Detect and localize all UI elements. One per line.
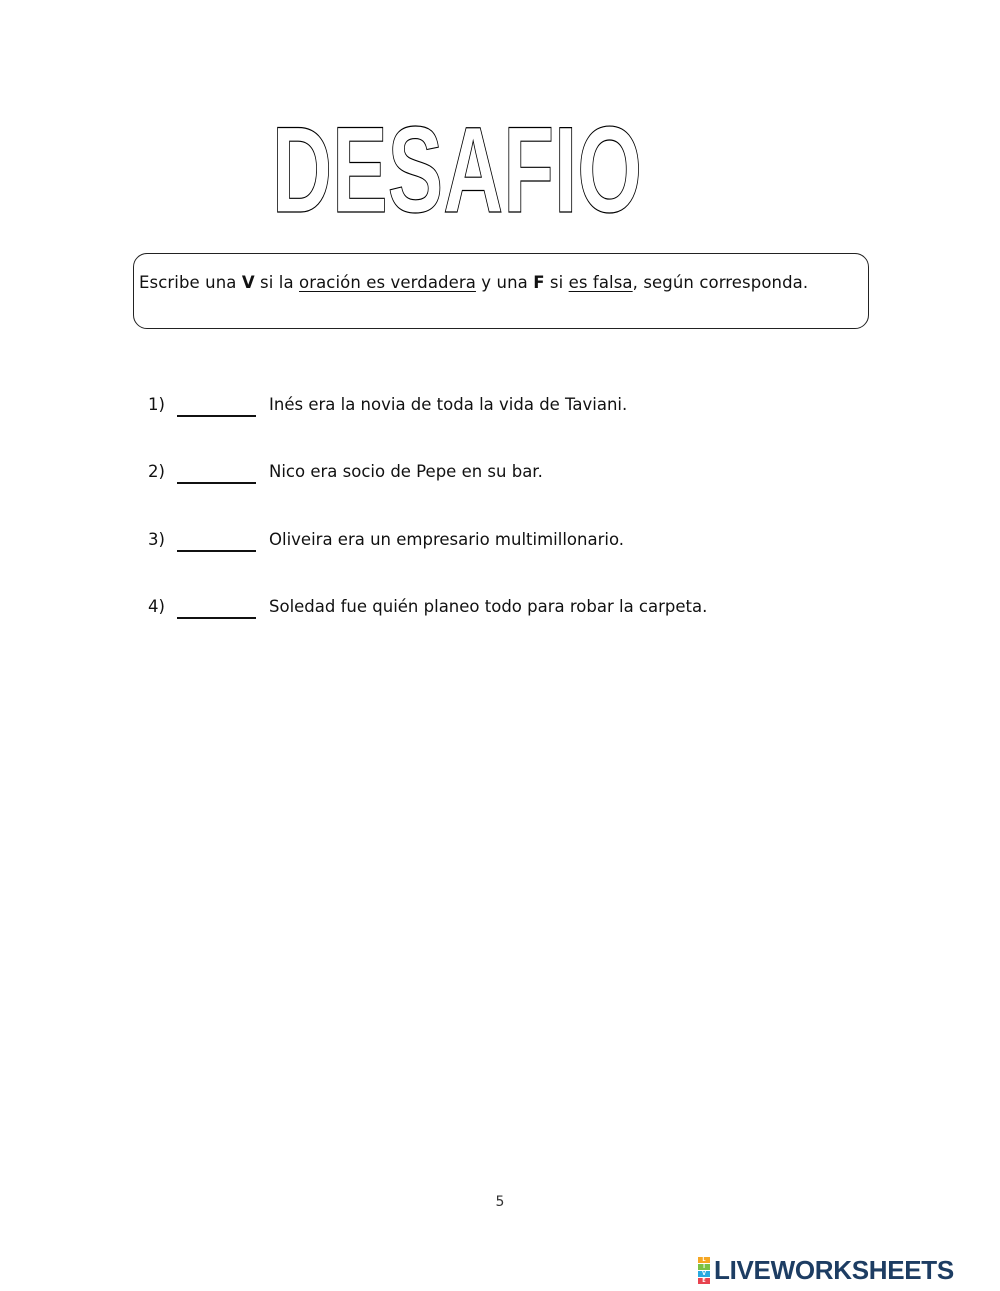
underlined-true-phrase: oración es verdadera bbox=[299, 273, 476, 292]
question-text: Soledad fue quién planeo todo para robar la carpeta. bbox=[269, 597, 708, 616]
underlined-false-phrase: es falsa bbox=[568, 273, 633, 292]
instruction-text bbox=[139, 273, 808, 292]
instruction-box bbox=[133, 253, 869, 329]
logo-mark-letter: E bbox=[698, 1278, 710, 1284]
title-text: DESAFIO bbox=[272, 101, 642, 239]
answer-blank[interactable] bbox=[177, 530, 256, 552]
instruction-part: si bbox=[544, 273, 569, 292]
logo-mark-letter: I bbox=[698, 1264, 710, 1270]
question-text: Inés era la novia de toda la vida de Taviani. bbox=[269, 395, 628, 414]
question-number: 1) bbox=[148, 395, 165, 414]
question-text: Oliveira era un empresario multimillonario. bbox=[269, 530, 625, 549]
page-number: 5 bbox=[495, 1194, 505, 1210]
liveworksheets-logo bbox=[698, 1255, 954, 1285]
logo-text: LIVEWORKSHEETS bbox=[714, 1254, 954, 1285]
question-number: 3) bbox=[148, 530, 165, 549]
answer-blank[interactable] bbox=[177, 395, 256, 417]
page-title bbox=[262, 101, 652, 247]
instruction-part: Escribe una bbox=[139, 273, 242, 292]
logo-mark-letter: L bbox=[698, 1257, 710, 1263]
logo-mark-letter: V bbox=[698, 1271, 710, 1277]
answer-blank[interactable] bbox=[177, 462, 256, 484]
logo-mark-icon bbox=[698, 1257, 710, 1284]
true-letter: V bbox=[241, 273, 255, 292]
question-text: Nico era socio de Pepe en su bar. bbox=[269, 462, 543, 481]
answer-blank[interactable] bbox=[177, 597, 256, 619]
question-number: 4) bbox=[148, 597, 165, 616]
instruction-part: y una bbox=[475, 273, 534, 292]
instruction-part: si la bbox=[254, 273, 299, 292]
outlined-title-text bbox=[262, 101, 652, 247]
question-number: 2) bbox=[148, 462, 165, 481]
instruction-part: , según corresponda. bbox=[632, 273, 809, 292]
false-letter: F bbox=[533, 273, 545, 292]
